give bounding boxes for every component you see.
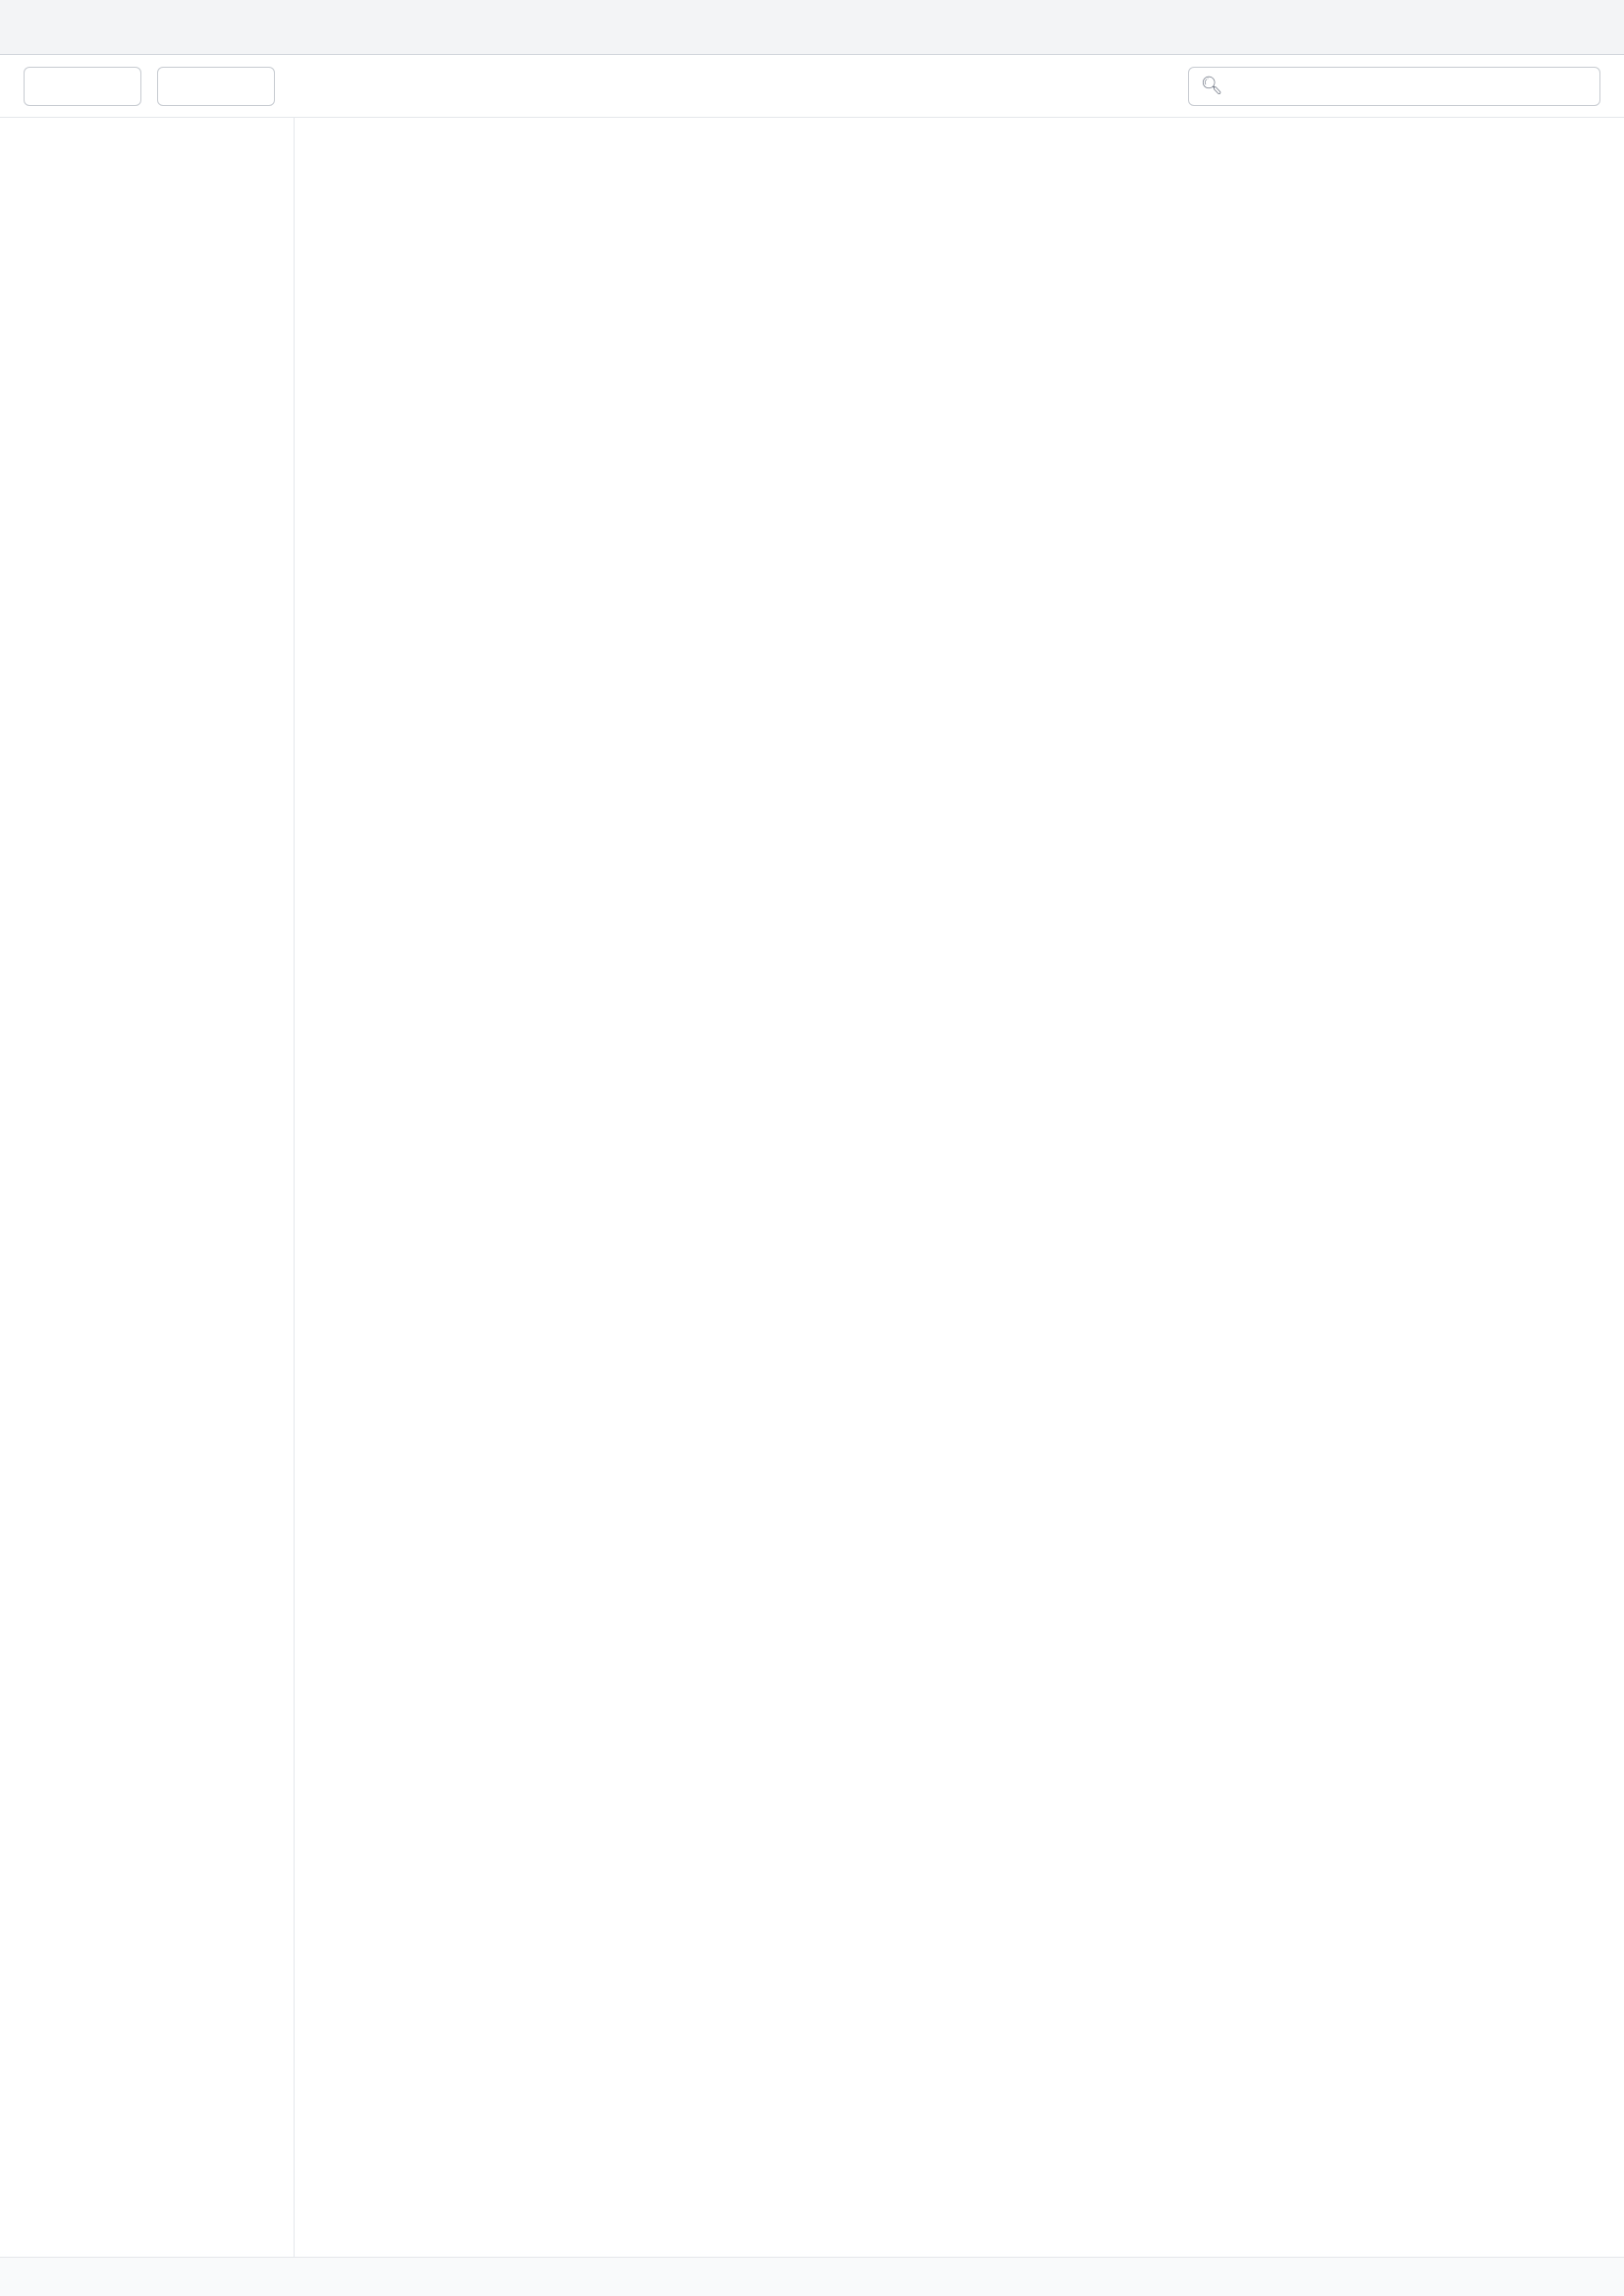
secondary-button[interactable] [157, 67, 275, 106]
toolbar [0, 55, 1624, 118]
content-area [0, 118, 1624, 2257]
primary-button[interactable] [24, 67, 141, 106]
search-input[interactable] [1230, 76, 1588, 96]
title-bar [0, 0, 1624, 55]
sidebar [0, 118, 295, 2257]
search-icon: 🔍︎ [1200, 76, 1223, 95]
status-bar [0, 2257, 1624, 2296]
main-panel [295, 118, 1624, 2257]
search-box[interactable] [1188, 67, 1600, 106]
